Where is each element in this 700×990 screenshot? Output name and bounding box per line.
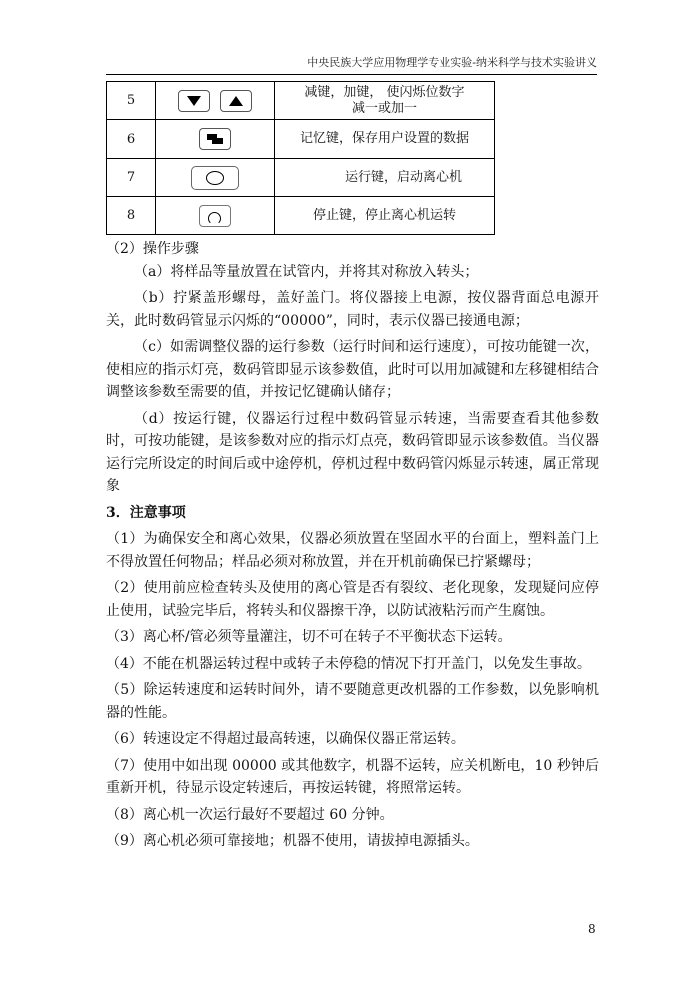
key-description: 记忆键，保存用户设置的数据: [275, 120, 495, 159]
table-row: [107, 82, 495, 120]
note-item: （5）除运转速度和运转时间外，请不要随意更改机器的工作参数，以免影响机器的性能。: [106, 682, 599, 721]
key-description: 停止键，停止离心机运转: [275, 197, 495, 235]
note-item: （8）离心机一次运行最好不要超过 60 分钟。: [106, 806, 394, 823]
key-description: 运行键，启动离心机: [275, 159, 495, 197]
note-item: （6）转速设定不得超过最高转速，以确保仪器正常运转。: [106, 731, 465, 747]
step-a: （a）将样品等量放置在试管内，并将其对称放入转头；: [134, 263, 479, 280]
note-item: （1）为确保安全和离心效果，仪器必须放置在坚固水平的台面上，塑料盖门上不得放置任何物品；样品必须对称放置，并在开机前确保已拧紧螺母；: [106, 531, 599, 570]
page-header: [106, 56, 597, 75]
row-number: 7: [107, 159, 156, 197]
memory-key-icon: [199, 128, 231, 150]
row-number: 6: [107, 120, 156, 159]
run-key-icon: [191, 166, 239, 190]
notes-heading: 3．注意事项: [106, 504, 186, 521]
header-title: 中央民族大学应用物理学专业实验-纳米科学与技术实验讲义: [307, 56, 597, 69]
row-number: 5: [107, 82, 156, 120]
key-description: [275, 82, 495, 120]
key-description-line1: 减键，加键， 使闪烁位数字: [304, 84, 465, 100]
stop-key-icon: [199, 205, 231, 227]
steps-heading: （2）操作步骤: [106, 241, 199, 257]
note-item: （4）不能在机器运转过程中或转子未停稳的情况下打开盖门，以免发生事故。: [106, 655, 591, 672]
key-icons-cell: [156, 159, 275, 197]
document-body: [106, 238, 599, 853]
note-item: （2）使用前应检查转头及使用的离心管是否有裂纹、老化现象，发现疑问应停止使用，试验完毕后，将转头和仪器擦干净，以防试液粘污而产生腐蚀。: [106, 580, 599, 619]
key-description-line2: 减一或加一: [351, 100, 417, 116]
note-item: （9）离心机必须可靠接地；机器不使用，请拔掉电源插头。: [106, 833, 479, 849]
decrease-key-icon: [178, 90, 210, 112]
note-item: （7）使用中如出现 00000 或其他数字，机器不运转，应关机断电，10 秒钟后重新开机，待显示设定转速后，再按运转键，将照常运转。: [106, 757, 599, 796]
increase-key-icon: [220, 90, 252, 112]
step-d: （d）按运行键，仪器运行过程中数码管显示转速，当需要查看其他参数时，可按功能键，是该参数对应的指示灯点亮，数码管即显示该参数值。当仪器运行完所设定的时间后或中途停机，停机过程中数码管闪烁显示转速，属正常现象: [106, 410, 599, 494]
step-c: （c）如需调整仪器的运行参数（运行时间和运行速度），可按功能键一次，使相应的指示灯亮，数码管即显示该参数值，此时可以用加减键和左移键相结合调整该参数至需要的值，并按记忆键确认储存；: [106, 339, 599, 400]
row-number: 8: [107, 197, 156, 235]
table-row: [107, 120, 495, 159]
table-row: [107, 159, 495, 197]
page-number: 8: [588, 922, 596, 936]
key-icons-cell: [156, 82, 275, 120]
key-function-table: [106, 81, 495, 235]
key-icons-cell: [156, 120, 275, 159]
step-b: （b）拧紧盖形螺母，盖好盖门。将仪器接上电源，按仪器背面总电源开关，此时数码管显示闪烁的“00000”，同时，表示仪器已接通电源；: [106, 290, 599, 329]
key-icons-cell: [156, 197, 275, 235]
table-row: [107, 197, 495, 235]
note-item: （3）离心杯/管必须等量灌注，切不可在转子不平衡状态下运转。: [106, 629, 512, 645]
